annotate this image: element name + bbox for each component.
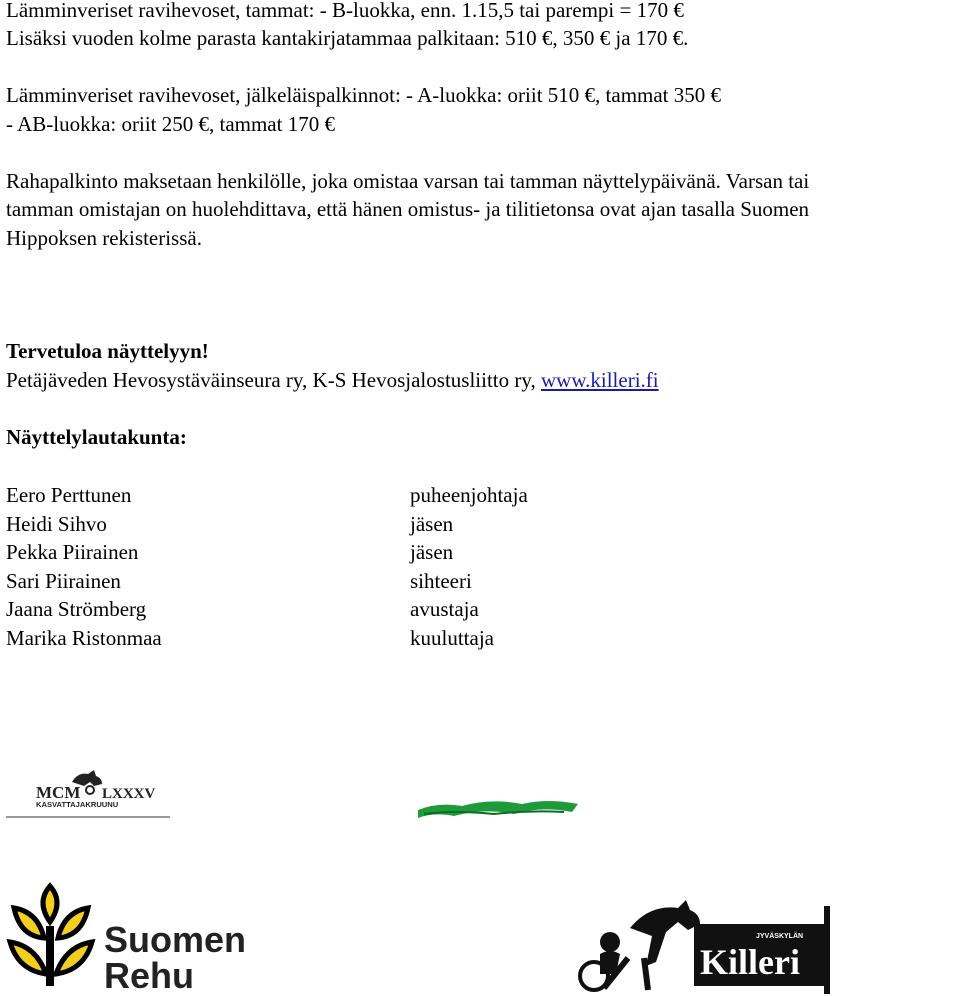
suomen-rehu-logo	[6, 882, 250, 994]
sulky-wheel-icon	[86, 786, 94, 794]
green-swoosh-icon	[418, 801, 578, 818]
mcm-logo-text: MCM	[36, 783, 81, 802]
suomen-rehu-line1: Suomen	[104, 919, 247, 960]
mcm-logo-numeral: LXXXV	[102, 786, 156, 802]
member-role: puheenjohtaja	[410, 483, 528, 507]
mcm-logo-subtext: KASVATTAJAKRUUNU	[36, 800, 119, 809]
member-name: Jaana Strömberg	[6, 597, 147, 622]
killeri-logo	[570, 898, 832, 994]
member-role: avustaja	[410, 597, 479, 622]
website-link[interactable]: www.killeri.fi	[541, 368, 659, 392]
mcm-kasvattajakruunu-logo	[6, 760, 172, 820]
welcome-heading: Tervetuloa näyttelyyn!	[6, 339, 209, 363]
payment-line-3: Hippoksen rekisterissä.	[6, 226, 202, 250]
member-role: jäsen	[410, 540, 454, 565]
member-name: Marika Ristonmaa	[6, 625, 162, 650]
wheat-grain-icon	[10, 886, 92, 986]
progeny-line-1: Lämminveriset ravihevoset, jälkeläispalkinnot: - A-luokka: oriit 510 €, tammat 350 €	[6, 83, 722, 107]
member-name: Pekka Piirainen	[6, 540, 139, 565]
trotting-horse-icon	[580, 900, 700, 990]
committee-title: Näyttelylautakunta:	[6, 425, 187, 449]
green-sponsor-logo	[414, 800, 578, 822]
organizers-text: Petäjäveden Hevosystäväinseura ry, K-S Hevosjalostusliitto ry,	[6, 368, 536, 392]
organizers-line	[6, 366, 659, 394]
killeri-post	[824, 906, 830, 994]
progeny-line-2: - AB-luokka: oriit 250 €, tammat 170 €	[6, 112, 335, 136]
member-role: kuuluttaja	[410, 625, 494, 650]
member-name: Eero Perttunen	[6, 483, 132, 507]
member-role: jäsen	[410, 511, 454, 536]
killeri-small-text: JYVÄSKYLÄN	[756, 933, 804, 940]
prize-line-2: Lisäksi vuoden kolme parasta kantakirjatammaa palkitaan: 510 €, 350 € ja 170 €.	[6, 26, 689, 50]
payment-line-1: Rahapalkinto maksetaan henkilölle, joka omistaa varsan tai tamman näyttelypäivänä. Varsan tai	[6, 169, 810, 193]
prize-line-1: Lämminveriset ravihevoset, tammat: - B-luokka, enn. 1.15,5 tai parempi = 170 €	[6, 0, 684, 22]
member-name: Heidi Sihvo	[6, 511, 107, 536]
suomen-rehu-line2: Rehu	[104, 955, 194, 994]
member-role: sihteeri	[410, 568, 472, 593]
member-name: Sari Piirainen	[6, 568, 121, 593]
payment-line-2: tamman omistajan on huolehdittava, että hänen omistus- ja tilitietonsa ovat ajan tasalla Suomen	[6, 197, 810, 221]
killeri-name: Killeri	[700, 942, 800, 982]
